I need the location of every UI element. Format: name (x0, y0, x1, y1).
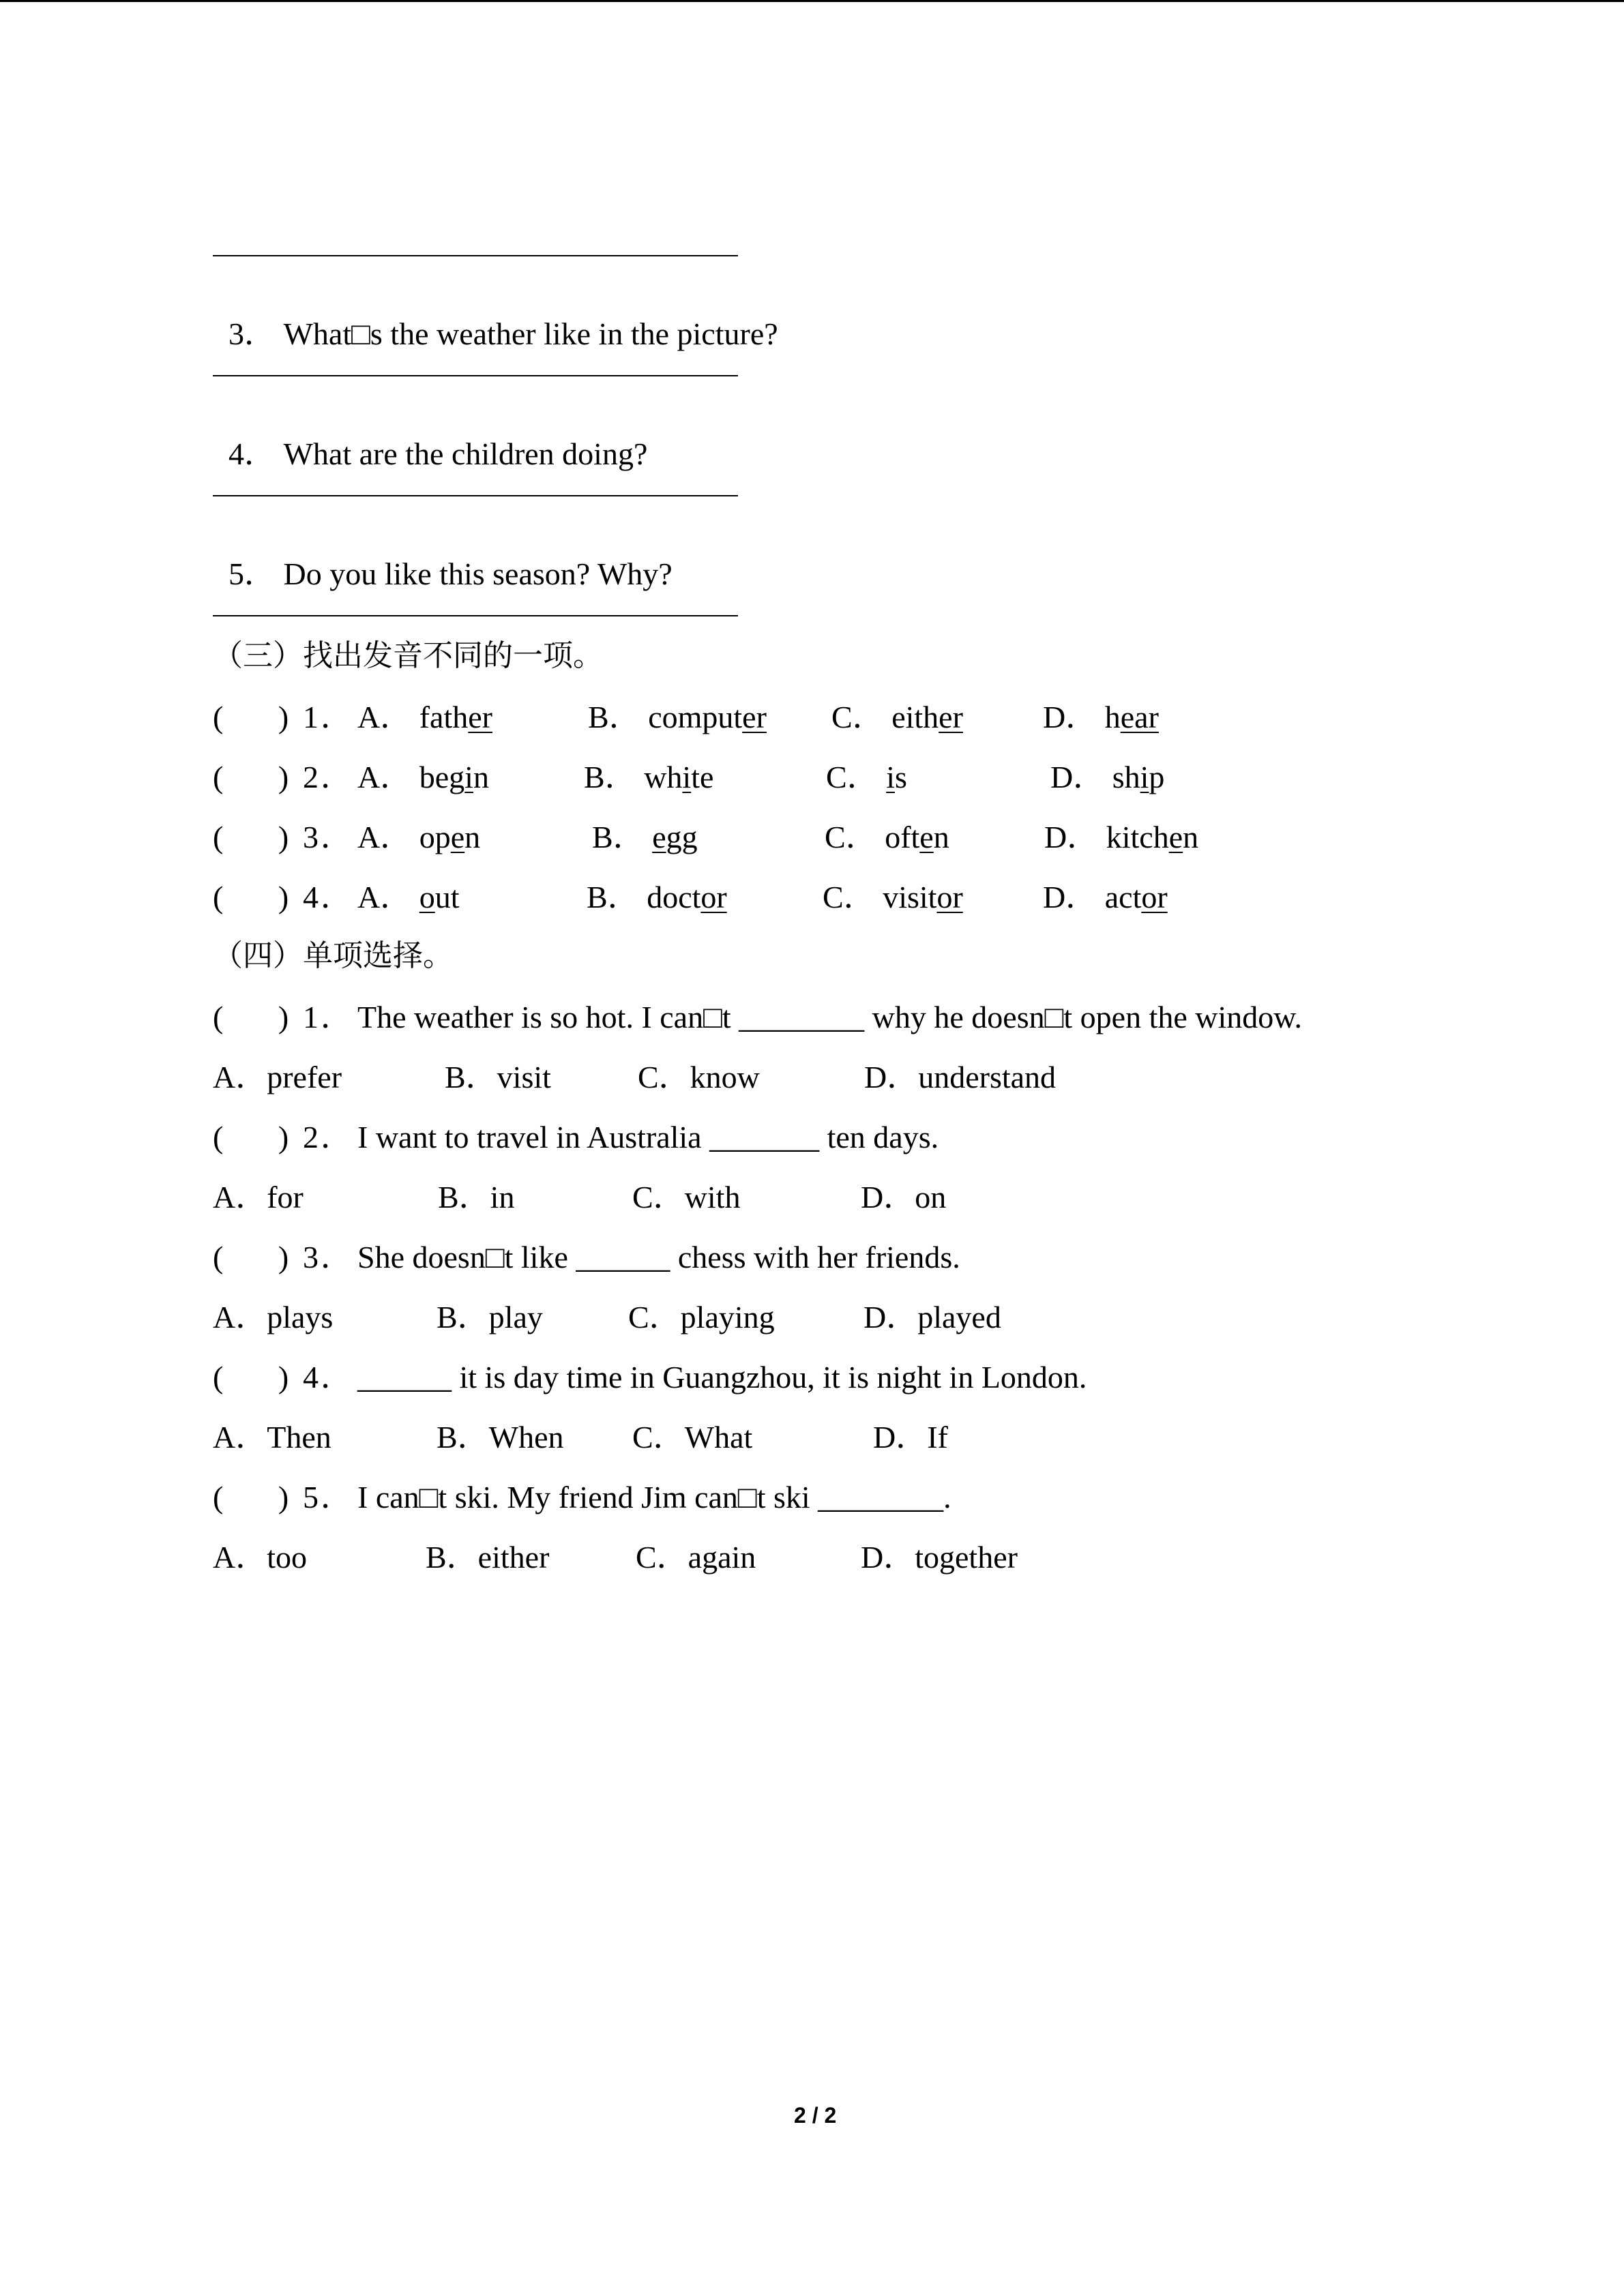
option-letter: C (825, 820, 846, 854)
choice-option: B．either (426, 1540, 550, 1575)
word-part: sh (1112, 760, 1140, 794)
answer-paren[interactable]: ( ) (213, 1360, 289, 1395)
answer-line[interactable] (213, 375, 738, 376)
word-part: gg (666, 820, 698, 854)
word-part: te (691, 760, 714, 794)
item-number: 1 (303, 700, 319, 734)
option-d: D． ship (1050, 760, 1165, 794)
choice-option: D．understand (864, 1060, 1057, 1094)
word-part: s (894, 760, 907, 794)
underlined-letters: ear (1120, 700, 1159, 734)
choice-option: A．for (213, 1180, 304, 1214)
option-c: C． either (831, 700, 963, 734)
item-number: 2 (303, 1120, 319, 1154)
option-letter: D (1050, 760, 1074, 794)
question-number: 4 (228, 436, 244, 471)
item-number-dot: ． (321, 820, 352, 854)
answer-paren[interactable]: ( ) (213, 880, 289, 914)
option-letter: B (584, 760, 605, 794)
option-c: C． visitor (823, 880, 963, 914)
word-part: kitch (1106, 820, 1169, 854)
option-letter: D (1044, 820, 1067, 854)
option-letter: C (823, 880, 844, 914)
question-3: 3． What□s the weather like in the picture? (228, 316, 778, 351)
underlined-letters: or (936, 880, 963, 914)
question-stem: She doesn□t like ______ chess with her friends. (357, 1240, 960, 1274)
choice-option: C．again (636, 1540, 756, 1575)
word-part: beg (419, 760, 465, 794)
choice-option: C．What (632, 1420, 753, 1455)
option-a: A． begin (357, 760, 489, 794)
underlined-letters: e (450, 820, 465, 854)
answer-paren[interactable]: ( ) (213, 1480, 289, 1515)
question-text: Do you like this season? Why? (283, 556, 673, 591)
answer-line[interactable] (213, 495, 738, 496)
word-part: comput (648, 700, 743, 734)
underlined-letters: i (886, 760, 895, 794)
item-number: 4 (303, 1360, 319, 1395)
item-number: 4 (303, 880, 319, 914)
option-a: A． open (357, 820, 481, 854)
option-b: B． egg (592, 820, 698, 854)
item-number-dot: ． (321, 1480, 352, 1515)
choice-option: D．on (861, 1180, 947, 1214)
top-border (0, 0, 1624, 2)
section3-title: （三）找出发音不同的一项。 (213, 638, 603, 673)
option-letter: B (592, 820, 613, 854)
question-stem: The weather is so hot. I can□t ________ why he doesn□t open the window. (357, 1000, 1303, 1034)
answer-paren[interactable]: ( ) (213, 1000, 289, 1034)
choice-option: B．play (437, 1300, 543, 1335)
underlined-letters: e (652, 820, 666, 854)
underlined-letters: e (919, 820, 934, 854)
underlined-letters: er (742, 700, 767, 734)
underlined-letters: er (468, 700, 492, 734)
item-number-dot: ． (321, 1360, 352, 1395)
question-text: What are the children doing? (283, 436, 648, 471)
question-stem: I can□t ski. My friend Jim can□t ski ________. (357, 1480, 951, 1515)
underlined-letters: e (1168, 820, 1183, 854)
word-part: doct (647, 880, 701, 914)
section4-title: （四）单项选择。 (213, 938, 453, 973)
choice-option: A．plays (213, 1300, 334, 1335)
word-part: h (1104, 700, 1121, 734)
option-letter: C (831, 700, 853, 734)
item-number-dot: ． (321, 1120, 352, 1154)
option-a: A． out (357, 880, 460, 914)
item-number-dot: ． (321, 1240, 352, 1274)
question-stem: I want to travel in Australia _______ ten days. (357, 1120, 939, 1154)
item-number: 1 (303, 1000, 319, 1034)
option-letter: B (587, 880, 608, 914)
option-c: C． is (826, 760, 907, 794)
choice-option: C．with (632, 1180, 741, 1214)
item-number: 3 (303, 1240, 319, 1274)
underlined-letters: i (464, 760, 473, 794)
option-letter: A (357, 820, 381, 854)
underlined-letters: or (1141, 880, 1168, 914)
answer-paren[interactable]: ( ) (213, 1120, 289, 1154)
answer-paren[interactable]: ( ) (213, 820, 289, 854)
question-text: What□s the weather like in the picture? (283, 316, 778, 351)
word-part: p (1149, 760, 1165, 794)
answer-paren[interactable]: ( ) (213, 700, 289, 734)
item-number-dot: ． (321, 700, 352, 734)
question-number: 5 (228, 556, 244, 591)
option-b: B． white (584, 760, 714, 794)
word-part: oft (885, 820, 920, 854)
choice-option: B．When (437, 1420, 564, 1455)
option-letter: D (1043, 700, 1066, 734)
choice-option: A．Then (213, 1420, 331, 1455)
choice-option: D．together (861, 1540, 1018, 1575)
option-c: C． often (825, 820, 949, 854)
item-number-dot: ． (321, 760, 352, 794)
choice-option: B．visit (445, 1060, 551, 1094)
word-part: ut (434, 880, 460, 914)
choice-option: A．prefer (213, 1060, 342, 1094)
answer-paren[interactable]: ( ) (213, 760, 289, 794)
underlined-letters: or (700, 880, 727, 914)
item-number: 3 (303, 820, 319, 854)
word-part: eith (891, 700, 939, 734)
choice-option: A．too (213, 1540, 307, 1575)
question-number: 3 (228, 316, 244, 351)
option-b: B． doctor (587, 880, 727, 914)
option-letter: A (357, 760, 381, 794)
choice-option: C．know (638, 1060, 760, 1094)
option-b: B． computer (588, 700, 767, 734)
answer-line[interactable] (213, 615, 738, 616)
choice-option: D．If (873, 1420, 948, 1455)
question-5: 5． Do you like this season? Why? (228, 556, 673, 591)
option-letter: A (357, 880, 381, 914)
underlined-letters: i (1140, 760, 1149, 794)
underlined-letters: er (939, 700, 963, 734)
choice-option: D．played (863, 1300, 1001, 1335)
answer-paren[interactable]: ( ) (213, 1240, 289, 1274)
underlined-letters: i (682, 760, 692, 794)
choice-option: B．in (438, 1180, 515, 1214)
word-part: visit (883, 880, 937, 914)
option-d: D． hear (1043, 700, 1159, 734)
option-letter: A (357, 700, 381, 734)
choice-option: C．playing (628, 1300, 775, 1335)
word-part: fath (419, 700, 469, 734)
option-letter: B (588, 700, 609, 734)
option-a: A． father (357, 700, 492, 734)
answer-line[interactable] (213, 255, 738, 256)
word-part: n (1183, 820, 1199, 854)
word-part: op (419, 820, 451, 854)
item-number: 5 (303, 1480, 319, 1515)
question-stem: ______ it is day time in Guangzhou, it is night in London. (357, 1360, 1087, 1395)
item-number-dot: ． (321, 880, 352, 914)
item-number: 2 (303, 760, 319, 794)
word-part: n (464, 820, 481, 854)
option-d: D． kitchen (1044, 820, 1199, 854)
underlined-letters: o (419, 880, 435, 914)
option-letter: D (1043, 880, 1066, 914)
word-part: n (473, 760, 489, 794)
word-part: n (933, 820, 949, 854)
question-4: 4． What are the children doing? (228, 436, 648, 471)
item-number-dot: ． (321, 1000, 352, 1034)
option-d: D． actor (1043, 880, 1168, 914)
word-part: act (1104, 880, 1142, 914)
option-letter: C (826, 760, 847, 794)
word-part: wh (644, 760, 683, 794)
page-number: 2 / 2 (794, 2103, 837, 2128)
